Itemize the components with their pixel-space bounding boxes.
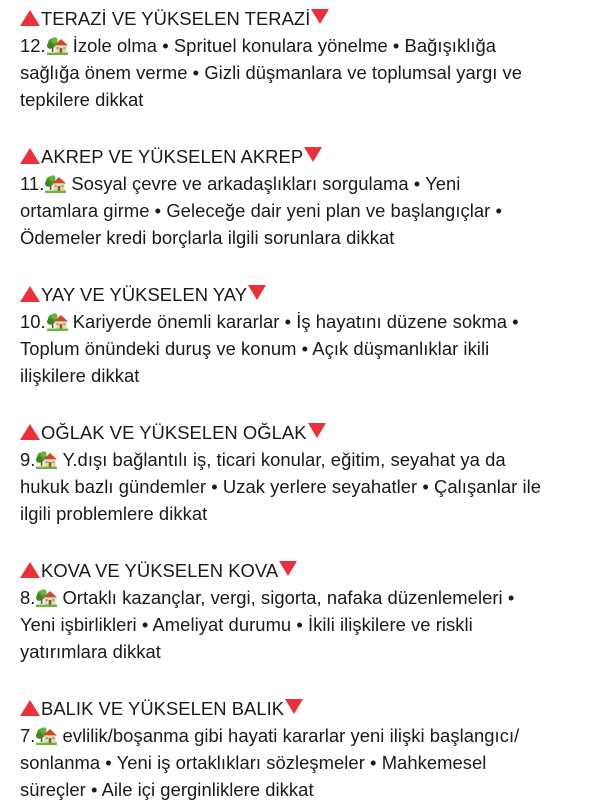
section-terazi — [20, 5, 598, 113]
red-triangle-up-icon — [20, 700, 40, 716]
body-line — [20, 722, 598, 749]
section-heading — [20, 143, 598, 170]
body-line — [20, 32, 598, 59]
body-line: yatırımlara dikkat — [20, 641, 161, 662]
house-with-garden-icon — [47, 312, 68, 331]
house-number: 12. — [20, 35, 46, 56]
body-line: Toplum önündeki duruş ve konum • Açık düşmanlıklar ikili — [20, 338, 490, 359]
red-triangle-up-icon — [20, 562, 40, 578]
body-line: sonlanma • Yeni iş ortaklıkları sözleşmeler • Mahkemesel — [20, 752, 487, 773]
body-line-text: İzole olma • Sprituel konulara yönelme • Bağışıklığa — [72, 35, 497, 56]
heading-text: BALIK VE YÜKSELEN BALIK — [41, 698, 285, 719]
red-triangle-up-icon — [20, 424, 40, 440]
house-with-garden-icon — [45, 174, 66, 193]
section-heading — [20, 419, 598, 446]
section-body — [20, 722, 598, 803]
house-with-garden-icon — [47, 36, 68, 55]
red-triangle-down-icon — [308, 423, 326, 438]
body-line: tepkilere dikkat — [20, 89, 144, 110]
red-triangle-down-icon — [285, 699, 303, 714]
red-triangle-down-icon — [311, 9, 329, 24]
section-heading — [20, 557, 598, 584]
house-with-garden-icon — [36, 450, 57, 469]
section-body — [20, 32, 598, 113]
house-number: 8. — [20, 587, 36, 608]
section-kova — [20, 557, 598, 665]
body-line — [20, 308, 598, 335]
body-line: sağlığa önem verme • Gizli düşmanlara ve toplumsal yargı ve — [20, 62, 523, 83]
heading-text: AKREP VE YÜKSELEN AKREP — [41, 146, 304, 167]
body-line — [20, 170, 598, 197]
house-number: 9. — [20, 449, 36, 470]
house-number: 7. — [20, 725, 36, 746]
red-triangle-up-icon — [20, 10, 40, 26]
house-with-garden-icon — [36, 588, 57, 607]
body-line: hukuk bazlı gündemler • Uzak yerlere seyahatler • Çalışanlar ile — [20, 476, 542, 497]
body-line-text: Sosyal çevre ve arkadaşlıkları sorgulama • Yeni — [71, 173, 461, 194]
body-line: ilgili problemlere dikkat — [20, 503, 208, 524]
red-triangle-up-icon — [20, 148, 40, 164]
section-heading — [20, 695, 598, 722]
body-line — [20, 584, 598, 611]
section-body — [20, 308, 598, 389]
body-line-text: Y.dışı bağlantılı iş, ticari konular, eğitim, seyahat ya da — [62, 449, 506, 470]
body-line: Yeni işbirlikleri • Ameliyat durumu • İkili ilişkilere ve riskli — [20, 614, 473, 635]
body-line-text: evlilik/boşanma gibi hayati kararlar yeni ilişki başlangıcı/ — [62, 725, 520, 746]
body-line: Ödemeler kredi borçlarla ilgili sorunlara dikkat — [20, 227, 395, 248]
body-line: ilişkilere dikkat — [20, 365, 140, 386]
heading-text: KOVA VE YÜKSELEN KOVA — [41, 560, 279, 581]
section-yay — [20, 281, 598, 389]
section-body — [20, 584, 598, 665]
section-body — [20, 446, 598, 527]
section-body — [20, 170, 598, 251]
house-with-garden-icon — [36, 726, 57, 745]
heading-text: YAY VE YÜKSELEN YAY — [41, 284, 248, 305]
body-line-text: Ortaklı kazançlar, vergi, sigorta, nafaka düzenlemeleri • — [62, 587, 515, 608]
red-triangle-down-icon — [248, 285, 266, 300]
section-heading — [20, 281, 598, 308]
body-line-text: Kariyerde önemli kararlar • İş hayatını düzene sokma • — [72, 311, 519, 332]
red-triangle-down-icon — [279, 561, 297, 576]
house-number: 11. — [20, 173, 45, 194]
red-triangle-down-icon — [304, 147, 322, 162]
body-line: ortamlara girme • Geleceğe dair yeni plan ve başlangıçlar • — [20, 200, 502, 221]
body-line — [20, 446, 598, 473]
heading-text: OĞLAK VE YÜKSELEN OĞLAK — [41, 422, 307, 443]
section-akrep — [20, 143, 598, 251]
body-line: süreçler • Aile içi gerginliklere dikkat — [20, 779, 314, 800]
section-oglak — [20, 419, 598, 527]
heading-text: TERAZİ VE YÜKSELEN TERAZİ — [41, 8, 311, 29]
section-heading — [20, 5, 598, 32]
house-number: 10. — [20, 311, 46, 332]
red-triangle-up-icon — [20, 286, 40, 302]
section-balik — [20, 695, 598, 803]
